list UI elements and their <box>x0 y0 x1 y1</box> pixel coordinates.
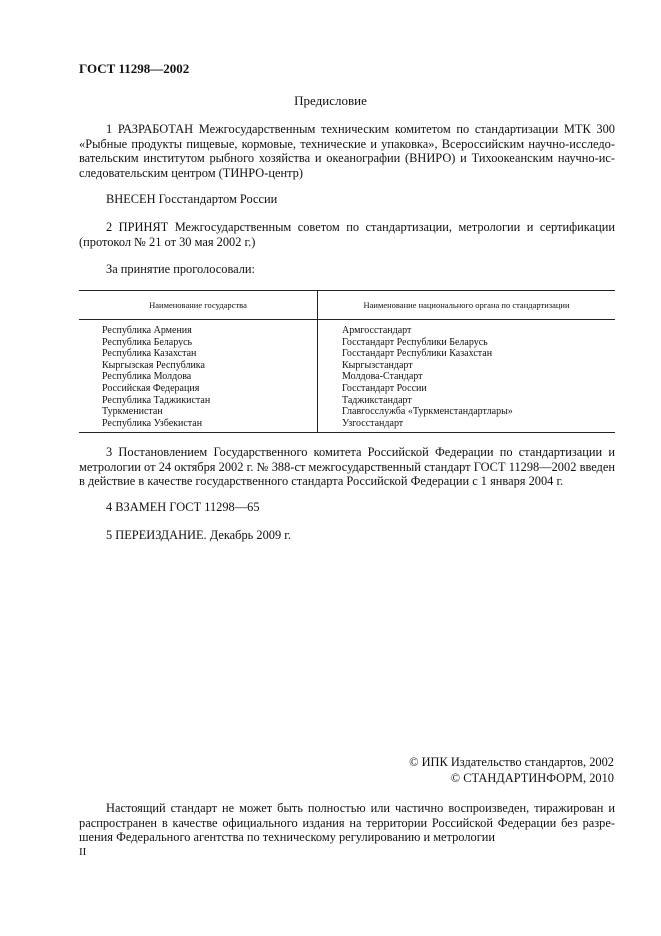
page-number: II <box>79 846 87 858</box>
paragraph-line: шения Федерального агентства по техническому регулированию и метрологии <box>79 830 496 844</box>
paragraph-line: в действие в качестве государственного стандарта Российской Федерации с 1 января 2004 г. <box>79 474 564 488</box>
paragraph-developed <box>79 122 615 180</box>
body-name: Молдова-Стандарт <box>342 371 423 383</box>
reproduction-notice <box>79 801 615 845</box>
copyright-publisher: © ИПК Издательство стандартов, 2002 <box>409 755 614 769</box>
paragraph-enacted <box>79 445 615 489</box>
state-name: Кыргызская Республика <box>102 359 205 371</box>
paragraph-introduced: ВНЕСЕН Госстандартом России <box>106 192 278 206</box>
column-header-body: Наименование национального органа по стандартизации <box>318 291 616 320</box>
state-name: Республика Беларусь <box>102 336 193 348</box>
paragraph-line: метрологии от 24 октября 2002 г. № 388-ст межгосударственный стандарт ГОСТ 11298—2002 введен <box>79 459 615 474</box>
paragraph-reissue: 5 ПЕРЕИЗДАНИЕ. Декабрь 2009 г. <box>106 528 292 542</box>
state-name: Республика Казахстан <box>102 348 197 360</box>
states-cell <box>79 320 318 433</box>
state-name: Туркменистан <box>102 406 163 418</box>
page-title: Предисловие <box>294 93 367 108</box>
bodies-cell <box>318 320 616 433</box>
paragraph-line: (протокол № 21 от 30 мая 2002 г.) <box>79 234 256 249</box>
body-name: Госстандарт Республики Беларусь <box>342 336 488 348</box>
states-table <box>79 290 615 433</box>
body-name: Главгосслужба «Туркменстандартлары» <box>342 406 513 418</box>
body-name: Кыргызстандарт <box>342 359 413 371</box>
paragraph-line: 1 РАЗРАБОТАН Межгосударственным техническим комитетом по стандартизации МТК 300 <box>106 122 615 136</box>
copyright-standartinform: © СТАНДАРТИНФОРМ, 2010 <box>450 771 614 785</box>
state-name: Республика Молдова <box>102 371 192 383</box>
paragraph-line: 3 Постановлением Государственного комитета Российской Федерации по стандартизации и <box>106 445 615 459</box>
paragraph-line: «Рыбные продукты пищевые, кормовые, технические и упаковка», Всероссийским научно-исследо- <box>79 136 615 151</box>
paragraph-line: Настоящий стандарт не может быть полностью или частично воспроизведен, тиражирован и <box>106 801 615 815</box>
table-header-row <box>79 291 615 320</box>
state-name: Российская Федерация <box>102 382 200 394</box>
state-name: Республика Армения <box>102 325 192 336</box>
body-name: Армгосстандарт <box>342 325 412 336</box>
column-header-state: Наименование государства <box>79 291 318 320</box>
voted-label: За принятие проголосовали: <box>106 262 255 276</box>
state-name: Республика Таджикистан <box>102 394 211 406</box>
paragraph-replaces: 4 ВЗАМЕН ГОСТ 11298—65 <box>106 500 260 514</box>
paragraph-line: следовательским центром (ТИНРО-центр) <box>79 165 303 180</box>
body-name: Узгосстандарт <box>342 417 404 429</box>
body-name: Таджикстандарт <box>342 394 412 406</box>
document-code: ГОСТ 11298—2002 <box>79 61 190 76</box>
table-row <box>79 320 615 433</box>
paragraph-line: 2 ПРИНЯТ Межгосударственным советом по стандартизации, метрологии и сертификации <box>106 220 615 234</box>
paragraph-adopted <box>79 220 615 249</box>
paragraph-line: вательским институтом рыбного хозяйства и океанографии (ВНИРО) и Тихоокеанским научно-ис- <box>79 151 615 165</box>
body-name: Госстандарт Республики Казахстан <box>342 348 493 360</box>
paragraph-line: распространен в качестве официального издания на территории Российской Федерации без разре- <box>79 815 615 830</box>
body-name: Госстандарт России <box>342 382 427 394</box>
state-name: Республика Узбекистан <box>102 417 203 429</box>
